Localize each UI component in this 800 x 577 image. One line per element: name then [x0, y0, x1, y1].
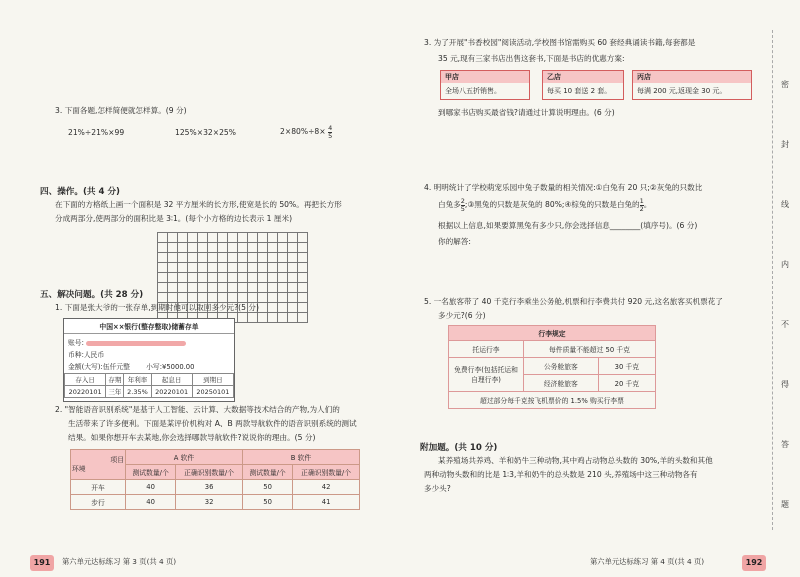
- grid-cell: [298, 293, 308, 303]
- grid-cell: [238, 293, 248, 303]
- grid-cell: [248, 263, 258, 273]
- grid-cell: [258, 263, 268, 273]
- nav-software-table: [70, 449, 360, 510]
- grid-cell: [288, 233, 298, 243]
- grid-cell: [248, 293, 258, 303]
- grid-cell: [158, 263, 168, 273]
- grid-cell: [268, 303, 278, 313]
- grid-cell: [288, 313, 298, 323]
- r-q5-line2: 多少元?(6 分): [438, 311, 486, 320]
- grid-cell: [168, 243, 178, 253]
- slip-account-label: 账号:: [68, 339, 84, 347]
- grid-cell: [258, 243, 268, 253]
- grid-cell: [238, 283, 248, 293]
- grid-cell: [288, 303, 298, 313]
- grid-cell: [288, 253, 298, 263]
- fraction-2-5: $\frac{2}{5}$: [460, 196, 465, 213]
- luggage-cell: 30 千克: [598, 358, 655, 375]
- slip-title: 中国××银行(整存整取)储蓄存单: [64, 319, 234, 334]
- grid-cell: [178, 243, 188, 253]
- luggage-cell: 托运行李: [449, 341, 524, 358]
- s5-q2-line1: 2. "智能语音识别系统"是基于人工智能、云计算、大数据等技术结合的产物,为人们的: [55, 405, 340, 414]
- seal-line: [772, 30, 774, 530]
- slip-cell: 20220101: [65, 386, 106, 398]
- grid-cell: [238, 243, 248, 253]
- luggage-cell: 经济舱旅客: [524, 375, 599, 392]
- nav-cell: 40: [126, 480, 176, 495]
- grid-cell: [218, 253, 228, 263]
- slip-data-row: [65, 386, 234, 398]
- grid-cell: [228, 283, 238, 293]
- grid-cell: [268, 233, 278, 243]
- grid-cell: [258, 283, 268, 293]
- grid-cell: [218, 293, 228, 303]
- r-q3-ask: 到哪家书店购买最省钱?请通过计算说明理由。(6 分): [438, 108, 615, 117]
- grid-cell: [288, 263, 298, 273]
- grid-cell: [188, 253, 198, 263]
- grid-cell: [158, 293, 168, 303]
- q3-title: 3. 下面各题,怎样简便就怎样算。(9 分): [55, 106, 187, 115]
- shop-name: 甲店: [441, 71, 529, 83]
- grid-cell: [298, 273, 308, 283]
- grid-cell: [208, 283, 218, 293]
- grid-cell: [278, 263, 288, 273]
- luggage-cell: 公务舱旅客: [524, 358, 599, 375]
- grid-cell: [218, 273, 228, 283]
- grid-cell: [208, 243, 218, 253]
- slip-header: 存入日: [65, 374, 106, 386]
- grid-cell: [268, 243, 278, 253]
- shop-card-bing: [632, 70, 752, 100]
- r-q3-line1: 3. 为了开展"书香校园"阅读活动,学校图书馆需购买 60 套经典诵读书籍,每套都是: [424, 38, 696, 47]
- grid-cell: [198, 293, 208, 303]
- grid-cell: [268, 293, 278, 303]
- slip-currency: 币种:人民币: [68, 351, 105, 359]
- footer-right: 第六单元达标练习 第 4 页(共 4 页): [590, 557, 705, 566]
- grid-cell: [258, 233, 268, 243]
- nav-cell: 36: [176, 480, 243, 495]
- grid-cell: [168, 263, 178, 273]
- r-q4-line3: 根据以上信息,如果要算黑兔有多少只,你会选择信息________(填序号)。(6 分): [438, 221, 698, 230]
- extra-line3: 多少头?: [424, 484, 451, 493]
- s5-q1: 1. 下面是张大爷的一张存单,到期时他可以取回多少元?(5 分): [55, 303, 259, 312]
- slip-table: [64, 373, 234, 398]
- grid-cell: [228, 263, 238, 273]
- section5-title: 五、解决问题。(共 28 分): [40, 290, 144, 300]
- nav-corner-cell: [71, 450, 126, 480]
- grid-cell: [238, 273, 248, 283]
- nav-subheader: 测试数量/个: [126, 465, 176, 480]
- extra-line2: 两种动物头数和的比是 1∶3,羊和奶牛的总头数是 210 头,养殖场中这三种动物各有: [424, 470, 698, 479]
- shop-card-yi: [542, 70, 624, 100]
- grid-cell: [298, 303, 308, 313]
- grid-cell: [158, 233, 168, 243]
- grid-cell: [228, 273, 238, 283]
- slip-header: 年利率: [124, 374, 151, 386]
- grid-cell: [168, 253, 178, 263]
- software-a-header: A 软件: [126, 450, 243, 465]
- grid-cell: [268, 313, 278, 323]
- section4-title: 四、操作。(共 4 分): [40, 187, 120, 197]
- grid-cell: [178, 233, 188, 243]
- grid-cell: [218, 263, 228, 273]
- nav-env: 步行: [71, 495, 126, 510]
- grid-cell: [288, 283, 298, 293]
- extra-title: 附加题。(共 10 分): [420, 443, 498, 453]
- grid-cell: [278, 233, 288, 243]
- grid-cell: [228, 253, 238, 263]
- grid-cell: [178, 253, 188, 263]
- grid-cell: [268, 273, 278, 283]
- grid-cell: [278, 243, 288, 253]
- grid-cell: [188, 243, 198, 253]
- grid-cell: [218, 283, 228, 293]
- nav-cell: 40: [126, 495, 176, 510]
- slip-header-row: [65, 374, 234, 386]
- grid-cell: [198, 243, 208, 253]
- free-luggage-label: 免费行李(包括托运和自理行李): [449, 358, 524, 392]
- grid-cell: [238, 263, 248, 273]
- grid-cell: [158, 243, 168, 253]
- nav-cell: 32: [176, 495, 243, 510]
- slip-cell: 20250101: [192, 386, 233, 398]
- section4-line1: 在下面的方格纸上画一个面积是 32 平方厘米的长方形,使宽是长的 50%。再把长方形: [55, 200, 342, 209]
- grid-cell: [208, 253, 218, 263]
- shop-card-jia: [440, 70, 530, 100]
- grid-cell: [168, 283, 178, 293]
- luggage-rule-table: [448, 325, 656, 409]
- grid-cell: [258, 313, 268, 323]
- grid-cell: [168, 233, 178, 243]
- grid-cell: [228, 293, 238, 303]
- grid-cell: [278, 283, 288, 293]
- grid-cell: [208, 273, 218, 283]
- nav-row-driving: [71, 480, 360, 495]
- grid-cell: [188, 293, 198, 303]
- expr-2: 125%×32×25%: [175, 128, 236, 137]
- grid-cell: [248, 273, 258, 283]
- grid-cell: [208, 263, 218, 273]
- grid-cell: [158, 253, 168, 263]
- nav-cell: 42: [293, 480, 360, 495]
- luggage-cell: 20 千克: [598, 375, 655, 392]
- s5-q2-line3: 结果。如果你想开车去某地,你会选择哪款导航软件?说说你的理由。(5 分): [68, 433, 316, 442]
- r-q4-line1: 4. 明明统计了学校萌宠乐园中兔子数量的相关情况:①白兔有 20 只;②灰兔的只数比: [424, 183, 703, 192]
- shop-name: 丙店: [633, 71, 751, 83]
- grid-cell: [178, 263, 188, 273]
- grid-cell: [298, 283, 308, 293]
- r-q4-line4: 你的解答:: [438, 237, 471, 246]
- account-redaction: [86, 341, 186, 346]
- grid-cell: [198, 253, 208, 263]
- grid-cell: [278, 303, 288, 313]
- grid-cell: [258, 293, 268, 303]
- r-q5-line1: 5. 一名旅客带了 40 千克行李乘坐公务舱,机票和行李费共付 920 元,这名旅客买机票花了: [424, 297, 723, 306]
- nav-cell: 50: [242, 480, 292, 495]
- slip-amount-row: [64, 360, 234, 372]
- slip-account-row: [64, 334, 234, 348]
- right-page: [400, 0, 800, 577]
- grid-cell: [248, 283, 258, 293]
- section4-line2: 分成两部分,使两部分的面积比是 3∶1。(每个小方格的边长表示 1 厘米): [55, 214, 293, 223]
- fraction-4-5: $\frac{4}{5}$: [328, 123, 333, 140]
- luggage-row-checked: [449, 341, 656, 358]
- grid-cell: [238, 253, 248, 263]
- slip-cell: 2.35%: [124, 386, 151, 398]
- shop-offer: 每买 10 套送 2 套。: [547, 87, 612, 95]
- slip-amount-small: 小写:¥5000.00: [146, 363, 195, 371]
- page-number-left: 191: [30, 555, 54, 571]
- grid-cell: [228, 233, 238, 243]
- luggage-title: 行李规定: [449, 326, 656, 341]
- nav-row-walking: [71, 495, 360, 510]
- grid-cell: [268, 283, 278, 293]
- grid-cell: [268, 263, 278, 273]
- nav-env: 开车: [71, 480, 126, 495]
- grid-cell: [198, 263, 208, 273]
- grid-cell: [278, 253, 288, 263]
- nav-subheader: 测试数量/个: [242, 465, 292, 480]
- software-b-header: B 软件: [242, 450, 359, 465]
- grid-cell: [278, 293, 288, 303]
- grid-cell: [298, 253, 308, 263]
- grid-cell: [238, 313, 248, 323]
- grid-cell: [158, 283, 168, 293]
- seal-text: 密 封 线 内 不 得 答 题: [781, 80, 789, 509]
- grid-cell: [298, 313, 308, 323]
- grid-cell: [238, 233, 248, 243]
- slip-header: 到期日: [192, 374, 233, 386]
- grid-cell: [218, 243, 228, 253]
- grid-cell: [198, 233, 208, 243]
- slip-cell: 三年: [106, 386, 124, 398]
- grid-cell: [198, 273, 208, 283]
- slip-header: 存期: [106, 374, 124, 386]
- footer-left: 第六单元达标练习 第 3 页(共 4 页): [62, 557, 177, 566]
- shop-name: 乙店: [543, 71, 623, 83]
- grid-cell: [188, 273, 198, 283]
- grid-cell: [168, 273, 178, 283]
- grid-cell: [178, 273, 188, 283]
- grid-cell: [218, 233, 228, 243]
- shop-offer: 全场八五折销售。: [445, 87, 501, 95]
- grid-cell: [268, 253, 278, 263]
- grid-cell: [158, 273, 168, 283]
- r-q3-line2: 35 元,现有三家书店出售这套书,下面是书店的优惠方案:: [438, 54, 625, 63]
- grid-cell: [298, 233, 308, 243]
- grid-cell: [178, 283, 188, 293]
- grid-cell: [208, 233, 218, 243]
- nav-subheader: 正确识别数量/个: [176, 465, 243, 480]
- r-q4-line2: 白兔多 $\frac{2}{5}$ ;③黑兔的只数是灰兔的 80%;④棕兔的只数是白兔的 $\frac{1}{2}$ 。: [438, 196, 652, 213]
- grid-cell: [198, 283, 208, 293]
- slip-header: 起息日: [151, 374, 192, 386]
- grid-cell: [258, 273, 268, 283]
- grid-cell: [298, 243, 308, 253]
- shop-offer: 每满 200 元,返现金 30 元。: [637, 87, 727, 95]
- expr-1: 21%÷21%×99: [68, 128, 125, 137]
- luggage-note: 超过部分每千克按飞机票价的 1.5% 购买行李票: [449, 392, 656, 409]
- corner-top: 项目: [110, 455, 124, 464]
- grid-cell: [288, 293, 298, 303]
- grid-cell: [248, 233, 258, 243]
- fraction-1-2: $\frac{1}{2}$: [639, 196, 644, 213]
- luggage-row-business: [449, 358, 656, 375]
- grid-cell: [208, 293, 218, 303]
- corner-bottom: 环境: [72, 464, 86, 473]
- grid-cell: [288, 273, 298, 283]
- grid-cell: [248, 253, 258, 263]
- grid-cell: [248, 313, 258, 323]
- grid-cell: [178, 293, 188, 303]
- deposit-slip: [63, 318, 235, 402]
- extra-line1: 某养殖场共养鸡、羊和奶牛三种动物,其中鸡占动物总头数的 30%,羊的头数和其他: [438, 456, 713, 465]
- expr-3: 2×80%÷8× $\frac{4}{5}$: [280, 123, 333, 140]
- nav-cell: 41: [293, 495, 360, 510]
- page-number-right: 192: [742, 555, 766, 571]
- luggage-cell: 每件质量不能超过 50 千克: [524, 341, 656, 358]
- grid-cell: [188, 233, 198, 243]
- nav-header-row: [71, 450, 360, 465]
- s5-q2-line2: 生活带来了许多便利。下面是某评价机构对 A、B 两款导航软件的语音识别系统的测试: [68, 419, 357, 428]
- slip-cell: 20220101: [151, 386, 192, 398]
- nav-cell: 50: [242, 495, 292, 510]
- grid-cell: [228, 243, 238, 253]
- grid-cell: [188, 283, 198, 293]
- grid-cell: [168, 293, 178, 303]
- grid-cell: [278, 273, 288, 283]
- grid-cell: [278, 313, 288, 323]
- grid-cell: [258, 303, 268, 313]
- grid-cell: [298, 263, 308, 273]
- nav-subheader: 正确识别数量/个: [293, 465, 360, 480]
- grid-cell: [288, 243, 298, 253]
- grid-cell: [248, 243, 258, 253]
- grid-cell: [188, 263, 198, 273]
- slip-amount-cn: 金额(大写):伍仟元整: [68, 363, 130, 371]
- grid-cell: [258, 253, 268, 263]
